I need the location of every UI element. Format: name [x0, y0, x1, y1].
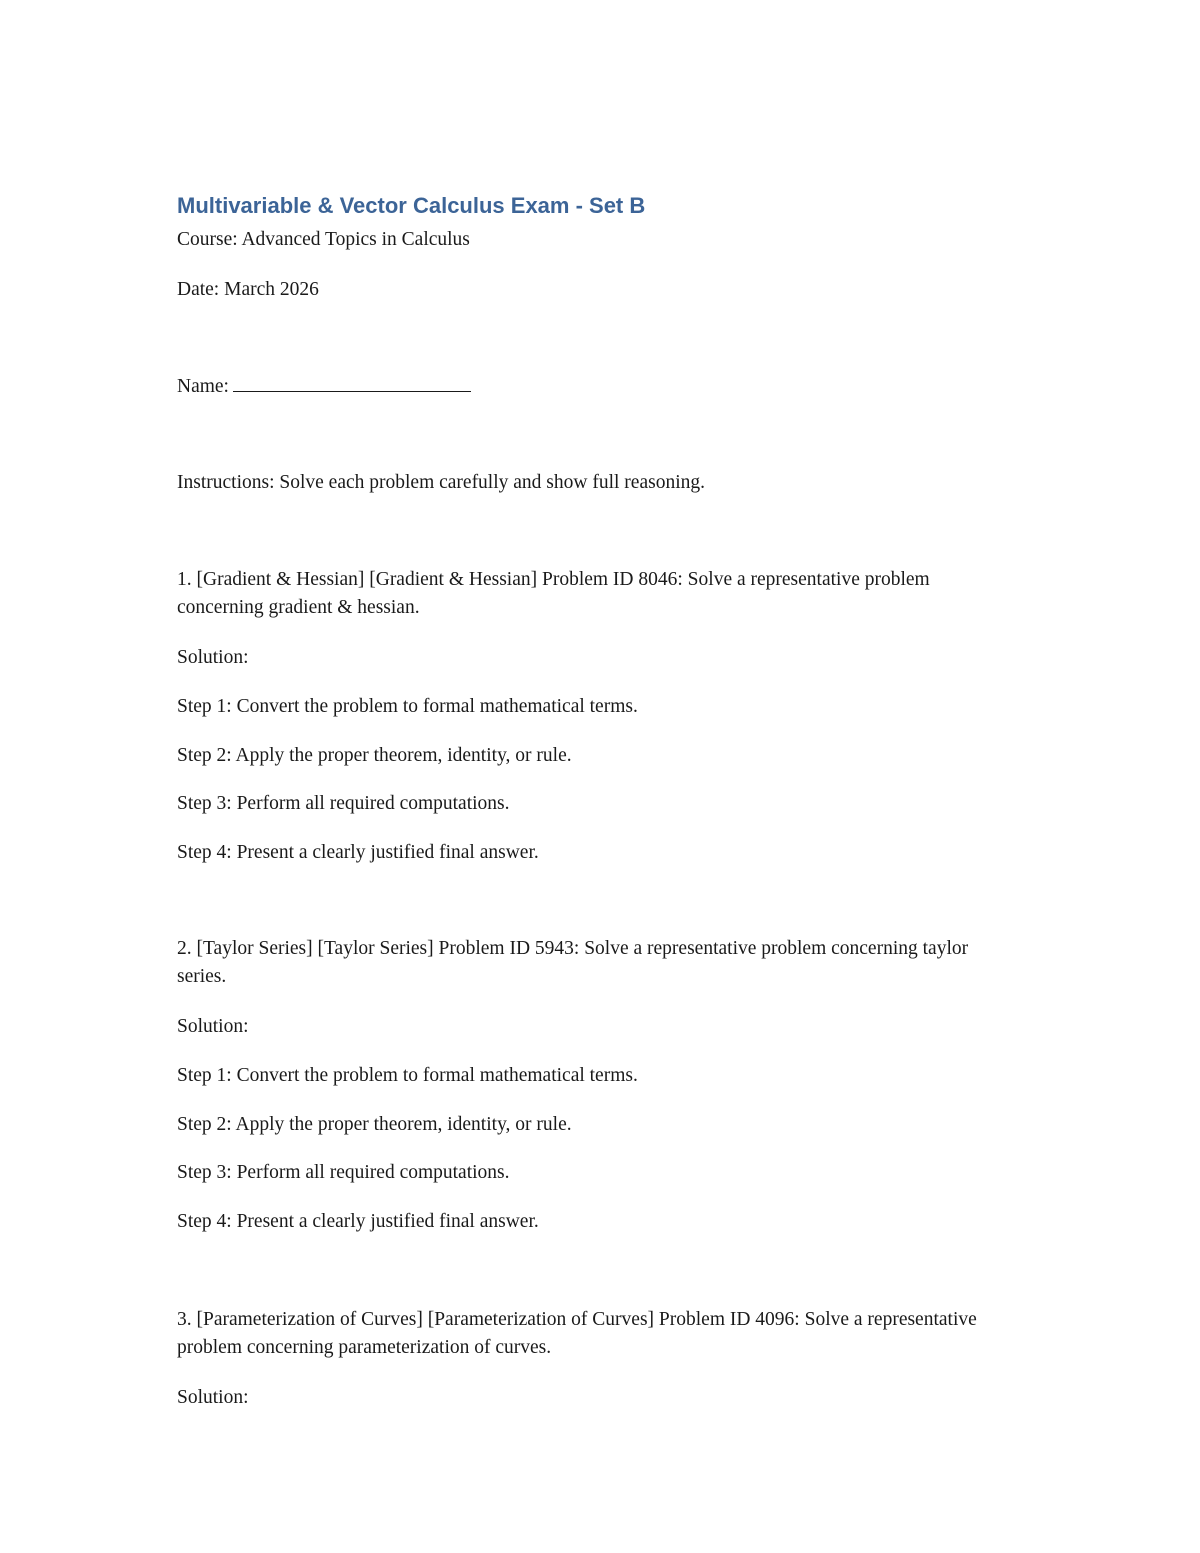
problem-3-prompt: 3. [Parameterization of Curves] [Parameterization of Curves] Problem ID 4096: Solve a representative problem concerning parameterization of curves. — [177, 1309, 977, 1358]
course-line: Course: Advanced Topics in Calculus — [177, 229, 470, 250]
instructions: Instructions: Solve each problem carefully and show full reasoning. — [177, 472, 705, 493]
problem-1-solution-label: Solution: — [177, 647, 249, 668]
problem-1-step-1: Step 1: Convert the problem to formal mathematical terms. — [177, 696, 638, 717]
problem-1-step-3: Step 3: Perform all required computations. — [177, 793, 510, 814]
name-blank-line[interactable] — [233, 373, 471, 392]
problem-1-prompt: 1. [Gradient & Hessian] [Gradient & Hessian] Problem ID 8046: Solve a representative problem concerning gradient & hessian. — [177, 569, 930, 618]
problem-1-step-4: Step 4: Present a clearly justified final answer. — [177, 842, 539, 863]
date-line: Date: March 2026 — [177, 279, 319, 300]
page-title: Multivariable & Vector Calculus Exam - Set B — [177, 193, 646, 218]
problem-2-prompt: 2. [Taylor Series] [Taylor Series] Problem ID 5943: Solve a representative problem concerning taylor series. — [177, 938, 969, 987]
problem-2-step-4: Step 4: Present a clearly justified final answer. — [177, 1211, 539, 1232]
problem-2-step-2: Step 2: Apply the proper theorem, identity, or rule. — [177, 1114, 572, 1135]
problem-3-solution-label: Solution: — [177, 1387, 249, 1408]
name-field[interactable] — [177, 373, 471, 399]
problem-1-step-2: Step 2: Apply the proper theorem, identity, or rule. — [177, 745, 572, 766]
problem-2-solution-label: Solution: — [177, 1016, 249, 1037]
problem-2-step-3: Step 3: Perform all required computations. — [177, 1162, 510, 1183]
name-label: Name: — [177, 376, 229, 397]
problem-2-step-1: Step 1: Convert the problem to formal mathematical terms. — [177, 1065, 638, 1086]
